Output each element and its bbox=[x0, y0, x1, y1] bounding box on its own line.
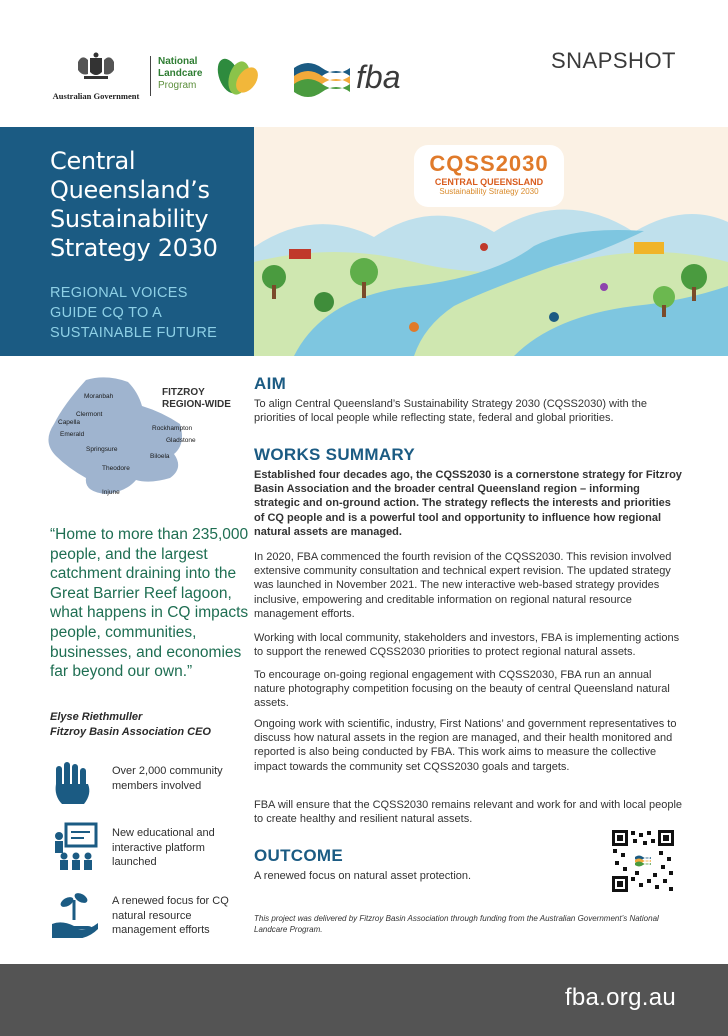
cqss-badge-title: CQSS2030 bbox=[429, 151, 549, 176]
page-footer bbox=[0, 964, 728, 1036]
map-town-clermont: Clermont bbox=[76, 411, 103, 418]
hero-illustration bbox=[254, 127, 728, 356]
plant-hand-icon bbox=[50, 890, 98, 938]
map-title-line-1: FITZROY bbox=[162, 387, 205, 398]
map-town-theodore: Theodore bbox=[102, 465, 130, 472]
map-town-moranbah: Moranbah bbox=[84, 393, 114, 400]
map-title-line-2: REGION-WIDE bbox=[162, 399, 231, 410]
funding-footnote: This project was delivered by Fitzroy Basin Association through funding from the Australian Government’s National Landcare Program. bbox=[254, 914, 659, 934]
cqss-badge-region: CENTRAL QUEENSLAND bbox=[434, 177, 544, 187]
stat-community-text: Over 2,000 community members involved bbox=[112, 765, 223, 792]
works-paragraph-5: FBA will ensure that the CQSS2030 remains relevant and work for and with local people to create healthy and resilient natural assets. bbox=[254, 799, 683, 826]
works-intro: Established four decades ago, the CQSS2030 is a cornerstone strategy for Fitzroy Basin Association and the broader central Queensland region – informing strategic and on-ground action. The strategy reflects the interests and priorities of CQ people and is a powerful tool and opportunity to influence how regional natural assets are managed. bbox=[254, 469, 682, 538]
australian-government-logo bbox=[48, 52, 144, 100]
page-title: Central Queensland’s Sustainability Strategy 2030 bbox=[50, 147, 218, 262]
map-town-springsure: Springsure bbox=[86, 446, 118, 453]
ceo-quote: “Home to more than 235,000 people, and the largest catchment draining into the Great Barrier Reef lagoon, what happens in CQ impacts people, communities, businesses, and economies far beyond our own.” bbox=[50, 526, 249, 681]
works-summary-heading: WORKS SUMMARY bbox=[254, 445, 415, 464]
nlp-line-2: Landcare bbox=[158, 68, 203, 79]
stat-platform-text: New educational and interactive platform launched bbox=[112, 827, 215, 868]
stat-community bbox=[50, 760, 250, 812]
national-landcare-program-logo bbox=[158, 56, 202, 92]
page-subtitle: REGIONAL VOICES GUIDE CQ TO A SUSTAINABLE FUTURE bbox=[50, 285, 218, 341]
outcome-heading: OUTCOME bbox=[254, 846, 343, 865]
hands-raised-icon bbox=[50, 760, 98, 808]
works-paragraph-1: In 2020, FBA commenced the fourth revision of the CQSS2030. This revision involved extensive community consultation and technical expert revision. The updated strategy was launched in November 2021. The new interactive web-based strategy provides inclusive, empowering and creditable information on regional natural resource management efforts. bbox=[254, 551, 672, 620]
aim-text: To align Central Queensland’s Sustainability Strategy 2030 (CQSS2030) with the priorities of local people while reflecting state, federal and global priorities. bbox=[254, 398, 647, 425]
logo-divider bbox=[150, 56, 151, 96]
nlp-line-3: Program bbox=[158, 80, 197, 91]
stat-platform bbox=[50, 822, 250, 874]
qr-code[interactable] bbox=[611, 829, 675, 893]
map-town-rockhampton: Rockhampton bbox=[152, 425, 193, 432]
presentation-icon bbox=[50, 822, 98, 870]
coat-of-arms-icon bbox=[74, 52, 118, 82]
map-town-capella: Capella bbox=[58, 419, 81, 426]
quote-author-name: Elyse Riethmuller bbox=[50, 711, 143, 723]
quote-attribution bbox=[50, 710, 211, 739]
works-paragraph-3: To encourage on-going regional engagement with CQSS2030, FBA run an annual nature photography competition focusing on the beauty of central Queensland natural assets. bbox=[254, 669, 670, 710]
fba-logo bbox=[292, 56, 416, 98]
snapshot-label: SNAPSHOT bbox=[550, 48, 676, 73]
page-header bbox=[0, 0, 728, 127]
stat-focus-text: A renewed focus for CQ natural resource management efforts bbox=[112, 895, 229, 936]
landcare-leaf-icon bbox=[213, 54, 259, 98]
outcome-text: A renewed focus on natural asset protection. bbox=[254, 870, 472, 882]
aim-heading: AIM bbox=[254, 374, 287, 393]
quote-author-role: Fitzroy Basin Association CEO bbox=[50, 725, 211, 738]
map-town-injune: Injune bbox=[102, 489, 120, 496]
nlp-line-1: National bbox=[158, 56, 198, 67]
fba-wordmark: fba bbox=[356, 59, 401, 95]
gov-label: Australian Government bbox=[52, 91, 140, 101]
cqss-badge bbox=[414, 145, 564, 207]
website-link[interactable]: fba.org.au bbox=[564, 984, 676, 1011]
map-title bbox=[162, 387, 231, 411]
hero-title-panel bbox=[0, 127, 254, 356]
cqss-badge-subtitle: Sustainability Strategy 2030 bbox=[439, 187, 539, 196]
map-town-biloela: Biloela bbox=[150, 453, 170, 460]
works-paragraph-2: Working with local community, stakeholders and investors, FBA is implementing actions to support the renewed CQSS2030 priorities to protect regional natural assets. bbox=[254, 632, 680, 659]
works-paragraph-4: Ongoing work with scientific, industry, First Nations’ and government representatives to discuss how natural assets in the region are managed, and their health monitored and reported is also being conducted by FBA. This work aims to measure the collective impact towards the community set CQSS2030 goals and targets. bbox=[254, 718, 677, 773]
map-town-emerald: Emerald bbox=[60, 431, 85, 438]
stat-focus bbox=[50, 890, 250, 942]
map-town-gladstone: Gladstone bbox=[166, 437, 196, 444]
